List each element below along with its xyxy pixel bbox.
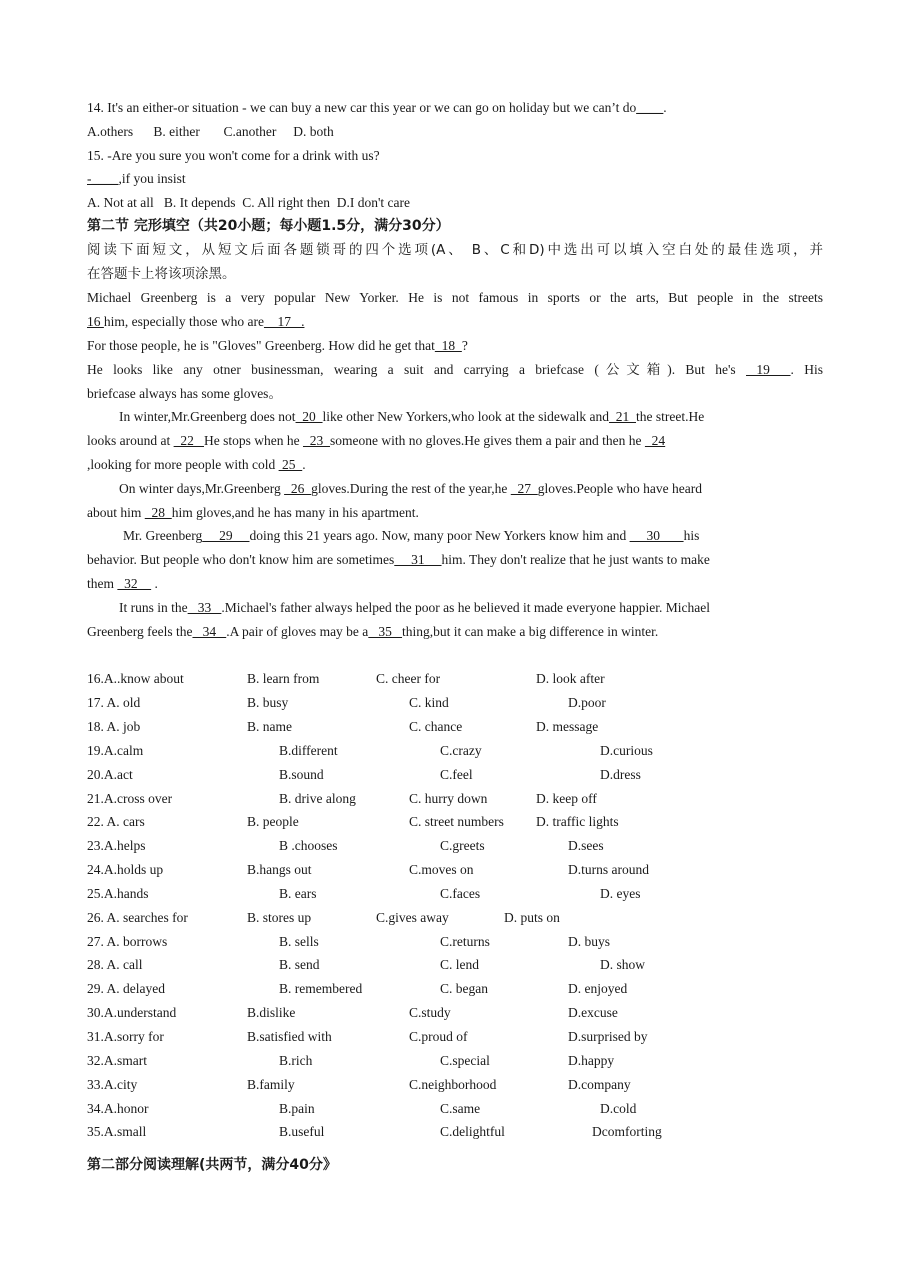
part-heading: 第二部分阅读理解(共两节，满分40分》 bbox=[87, 1157, 337, 1174]
option-c: C. began bbox=[440, 981, 488, 997]
question-15-answer-line bbox=[87, 167, 823, 191]
option-d: Dcomforting bbox=[592, 1124, 662, 1140]
option-a: 25.A.hands bbox=[87, 885, 149, 901]
option-a: 30.A.understand bbox=[87, 1005, 177, 1021]
passage-text: him gloves,and he has many in his apartment. bbox=[171, 504, 419, 520]
option-c: C.same bbox=[440, 1100, 481, 1116]
passage-text: gloves.During the rest of the year,he bbox=[311, 480, 511, 496]
option-b: B. sells bbox=[279, 933, 319, 949]
option-a: 24.A.holds up bbox=[87, 862, 164, 878]
option-b: B.rich bbox=[279, 1052, 313, 1068]
punctuation: . bbox=[663, 100, 667, 115]
question-stem: 14. It's an either-or situation - we can buy a new car this year or we can go on holiday but we can’t do bbox=[87, 100, 637, 115]
option-b: B.dislike bbox=[247, 1005, 296, 1021]
cloze-blank: 34 bbox=[192, 623, 227, 639]
option-row bbox=[87, 1001, 823, 1025]
question-15-options: A. Not at all B. It depends C. All right then D.I don't care bbox=[87, 195, 410, 211]
option-a: 35.A.small bbox=[87, 1124, 147, 1140]
option-b: B.pain bbox=[279, 1100, 315, 1116]
passage-text: .A pair of gloves may be a bbox=[226, 623, 369, 639]
option-c: C.greets bbox=[440, 838, 485, 854]
passage-line bbox=[87, 405, 823, 429]
option-b: B.family bbox=[247, 1076, 295, 1092]
option-a: 17. A. old bbox=[87, 695, 141, 711]
option-d: D. eyes bbox=[600, 885, 641, 901]
option-a: 31.A.sorry for bbox=[87, 1028, 164, 1044]
option-row bbox=[87, 1025, 823, 1049]
cloze-blank: 28 bbox=[144, 504, 172, 520]
passage-text: him. They don't realize that he just wants to make bbox=[441, 552, 710, 568]
section-heading: 第二节 完形填空（共20小题；每小题1.5分，满分30分） bbox=[87, 217, 450, 234]
spacer bbox=[87, 643, 823, 667]
option-b: B. send bbox=[279, 957, 320, 973]
passage-text: behavior. But people who don't know him are sometimes bbox=[87, 552, 395, 568]
passage-text: In winter,Mr.Greenberg does not bbox=[119, 409, 296, 425]
passage-line bbox=[87, 548, 823, 572]
option-row bbox=[87, 715, 823, 739]
passage-text: the street.He bbox=[636, 409, 705, 425]
option-d: D. puts on bbox=[504, 909, 560, 925]
option-c: C.faces bbox=[440, 885, 481, 901]
option-b: B. learn from bbox=[247, 671, 320, 687]
passage-line bbox=[87, 501, 823, 525]
passage-text: his bbox=[683, 528, 700, 544]
cloze-blank: 33 bbox=[187, 599, 222, 615]
passage-text: ? bbox=[461, 337, 468, 353]
option-b: B.satisfied with bbox=[247, 1028, 332, 1044]
option-d: D.cold bbox=[600, 1100, 637, 1116]
cloze-blank: 31 bbox=[394, 552, 442, 568]
cloze-blank: 17 . bbox=[263, 314, 305, 330]
passage-line: Michael Greenberg is a very popular New Yorker. He is not famous in sports or the arts, But people in the streets bbox=[87, 290, 823, 306]
answer-options-list bbox=[87, 667, 823, 1144]
cloze-blank: 25 bbox=[278, 456, 303, 472]
option-a: 27. A. borrows bbox=[87, 933, 168, 949]
option-b: B.sound bbox=[279, 766, 324, 782]
cloze-blank: 27 bbox=[510, 480, 538, 496]
option-b: B. ears bbox=[279, 885, 317, 901]
cloze-blank: 24 bbox=[644, 433, 666, 449]
passage-text: Greenberg feels the bbox=[87, 623, 193, 639]
option-row bbox=[87, 810, 823, 834]
option-d: D.poor bbox=[568, 695, 606, 711]
cloze-blank: 20 bbox=[295, 409, 323, 425]
option-row bbox=[87, 977, 823, 1001]
option-row bbox=[87, 691, 823, 715]
option-d: D.turns around bbox=[568, 862, 649, 878]
passage-line bbox=[87, 524, 823, 548]
option-row bbox=[87, 858, 823, 882]
option-a: 32.A.smart bbox=[87, 1052, 147, 1068]
option-c: C.gives away bbox=[376, 909, 449, 925]
passage-line: briefcase always has some gloves。 bbox=[87, 385, 282, 401]
option-b: B.useful bbox=[279, 1124, 325, 1140]
passage-line bbox=[87, 358, 823, 382]
option-a: 26. A. searches for bbox=[87, 909, 188, 925]
option-d: D. keep off bbox=[536, 790, 597, 806]
option-row bbox=[87, 667, 823, 691]
option-row bbox=[87, 1097, 823, 1121]
cloze-blank: 30 bbox=[629, 528, 684, 544]
passage-text: ). But he's bbox=[667, 361, 747, 377]
option-a: 33.A.city bbox=[87, 1076, 138, 1092]
option-d: D.curious bbox=[600, 742, 653, 758]
passage-line bbox=[87, 572, 823, 596]
answer-blank: -____ bbox=[87, 171, 119, 187]
passage-line bbox=[87, 596, 823, 620]
section-instruction-cont: 在答题卡上将该项涂黑。 bbox=[87, 265, 236, 282]
passage-line bbox=[87, 477, 823, 501]
question-14-options: A.others B. either C.another D. both bbox=[87, 123, 334, 139]
question-15: 15. -Are you sure you won't come for a drink with us? bbox=[87, 147, 380, 163]
cloze-blank: 32 bbox=[117, 575, 152, 591]
option-d: D. enjoyed bbox=[568, 981, 628, 997]
exam-page bbox=[87, 96, 823, 1178]
option-b: B.different bbox=[279, 742, 338, 758]
option-row bbox=[87, 1049, 823, 1073]
passage-text: him, especially those who are bbox=[103, 314, 264, 330]
option-row bbox=[87, 763, 823, 787]
option-c: C. street numbers bbox=[409, 814, 504, 830]
option-c: C. lend bbox=[440, 957, 479, 973]
option-row bbox=[87, 834, 823, 858]
option-b: B. name bbox=[247, 719, 292, 735]
cloze-blank: 19 bbox=[746, 361, 791, 377]
option-b: B .chooses bbox=[279, 838, 338, 854]
option-a: 29. A. delayed bbox=[87, 981, 165, 997]
passage-text: ,looking for more people with cold bbox=[87, 456, 279, 472]
option-d: D. show bbox=[600, 957, 646, 973]
option-d: D.dress bbox=[600, 766, 641, 782]
option-a: 21.A.cross over bbox=[87, 790, 173, 806]
passage-text: someone with no gloves.He gives them a pair and then he bbox=[329, 433, 645, 449]
option-c: C.special bbox=[440, 1052, 490, 1068]
option-c: C.study bbox=[409, 1005, 451, 1021]
option-c: C.neighborhood bbox=[409, 1076, 497, 1092]
passage-text: gloves.People who have heard bbox=[537, 480, 702, 496]
passage-text: like other New Yorkers,who look at the sidewalk and bbox=[322, 409, 609, 425]
answer-text: ,if you insist bbox=[118, 171, 186, 187]
answer-blank: ____ bbox=[636, 100, 664, 115]
option-a: 16.A..know about bbox=[87, 671, 184, 687]
option-row bbox=[87, 1073, 823, 1097]
option-b: B. busy bbox=[247, 695, 289, 711]
passage-line bbox=[87, 310, 823, 334]
passage-text: For those people, he is "Gloves" Greenberg. How did he get that bbox=[87, 337, 435, 353]
option-d: D. message bbox=[536, 719, 599, 735]
option-c: C.moves on bbox=[409, 862, 474, 878]
option-d: D. buys bbox=[568, 933, 611, 949]
option-a: 18. A. job bbox=[87, 719, 141, 735]
passage-text: It runs in the bbox=[119, 599, 188, 615]
passage-text: . bbox=[151, 575, 158, 591]
option-a: 22. A. cars bbox=[87, 814, 145, 830]
passage-text: Mr. Greenberg bbox=[123, 528, 203, 544]
cloze-blank: 16 bbox=[87, 314, 104, 330]
option-c: C. kind bbox=[409, 695, 449, 711]
passage-text: He stops when he bbox=[204, 433, 303, 449]
passage-text: doing this 21 years ago. Now, many poor New Yorkers know him and bbox=[249, 528, 630, 544]
option-a: 23.A.helps bbox=[87, 838, 146, 854]
option-c: C.returns bbox=[440, 933, 490, 949]
option-c: C.delightful bbox=[440, 1124, 505, 1140]
option-c: C. chance bbox=[409, 719, 463, 735]
option-d: D.company bbox=[568, 1076, 631, 1092]
option-row bbox=[87, 787, 823, 811]
section-instruction: 阅读下面短文，从短文后面各题锁哥的四个选项(A、 B、C和D)中选出可以填入空白处的最佳选项，并 bbox=[87, 241, 823, 258]
option-b: B.hangs out bbox=[247, 862, 312, 878]
option-row bbox=[87, 739, 823, 763]
cloze-blank: 29 bbox=[202, 528, 250, 544]
option-row bbox=[87, 1120, 823, 1144]
passage-line bbox=[87, 429, 823, 453]
cloze-blank: 21 bbox=[609, 409, 636, 425]
option-row bbox=[87, 930, 823, 954]
option-c: C. hurry down bbox=[409, 790, 488, 806]
option-b: B. remembered bbox=[279, 981, 363, 997]
passage-text: . His bbox=[790, 361, 823, 377]
option-c: C.crazy bbox=[440, 742, 482, 758]
option-row bbox=[87, 906, 823, 930]
passage-line bbox=[87, 334, 823, 358]
option-row bbox=[87, 882, 823, 906]
option-a: 19.A.calm bbox=[87, 742, 144, 758]
passage-text: .Michael's father always helped the poor as he believed it made everyone happier. Michael bbox=[221, 599, 710, 615]
option-c: C.proud of bbox=[409, 1028, 468, 1044]
cloze-blank: 18 bbox=[434, 337, 462, 353]
passage-text: . bbox=[302, 456, 306, 472]
option-d: D.excuse bbox=[568, 1005, 618, 1021]
passage-text: 公文箱 bbox=[598, 361, 668, 378]
option-b: B. drive along bbox=[279, 790, 356, 806]
passage-text: He looks like any otner businessman, wearing a suit and carrying a briefcase ( bbox=[87, 361, 599, 377]
option-d: D.sees bbox=[568, 838, 604, 854]
option-row bbox=[87, 953, 823, 977]
passage-text: about him bbox=[87, 504, 145, 520]
cloze-blank: 22 bbox=[173, 433, 204, 449]
option-d: D.surprised by bbox=[568, 1028, 648, 1044]
cloze-blank: 26 bbox=[284, 480, 312, 496]
option-c: C. cheer for bbox=[376, 671, 441, 687]
option-a: 34.A.honor bbox=[87, 1100, 149, 1116]
cloze-blank: 23 bbox=[302, 433, 330, 449]
passage-line bbox=[87, 620, 823, 644]
passage-line bbox=[87, 453, 823, 477]
option-c: C.feel bbox=[440, 766, 473, 782]
option-d: D.happy bbox=[568, 1052, 615, 1068]
passage-text: On winter days,Mr.Greenberg bbox=[119, 480, 285, 496]
cloze-blank: 35 bbox=[368, 623, 403, 639]
passage-text: looks around at bbox=[87, 433, 174, 449]
option-d: D. look after bbox=[536, 671, 605, 687]
option-d: D. traffic lights bbox=[536, 814, 619, 830]
option-a: 20.A.act bbox=[87, 766, 133, 782]
passage-text: them bbox=[87, 575, 118, 591]
passage-text: thing,but it can make a big difference in winter. bbox=[402, 623, 659, 639]
option-b: B. people bbox=[247, 814, 299, 830]
option-b: B. stores up bbox=[247, 909, 312, 925]
question-14 bbox=[87, 96, 823, 120]
option-a: 28. A. call bbox=[87, 957, 143, 973]
